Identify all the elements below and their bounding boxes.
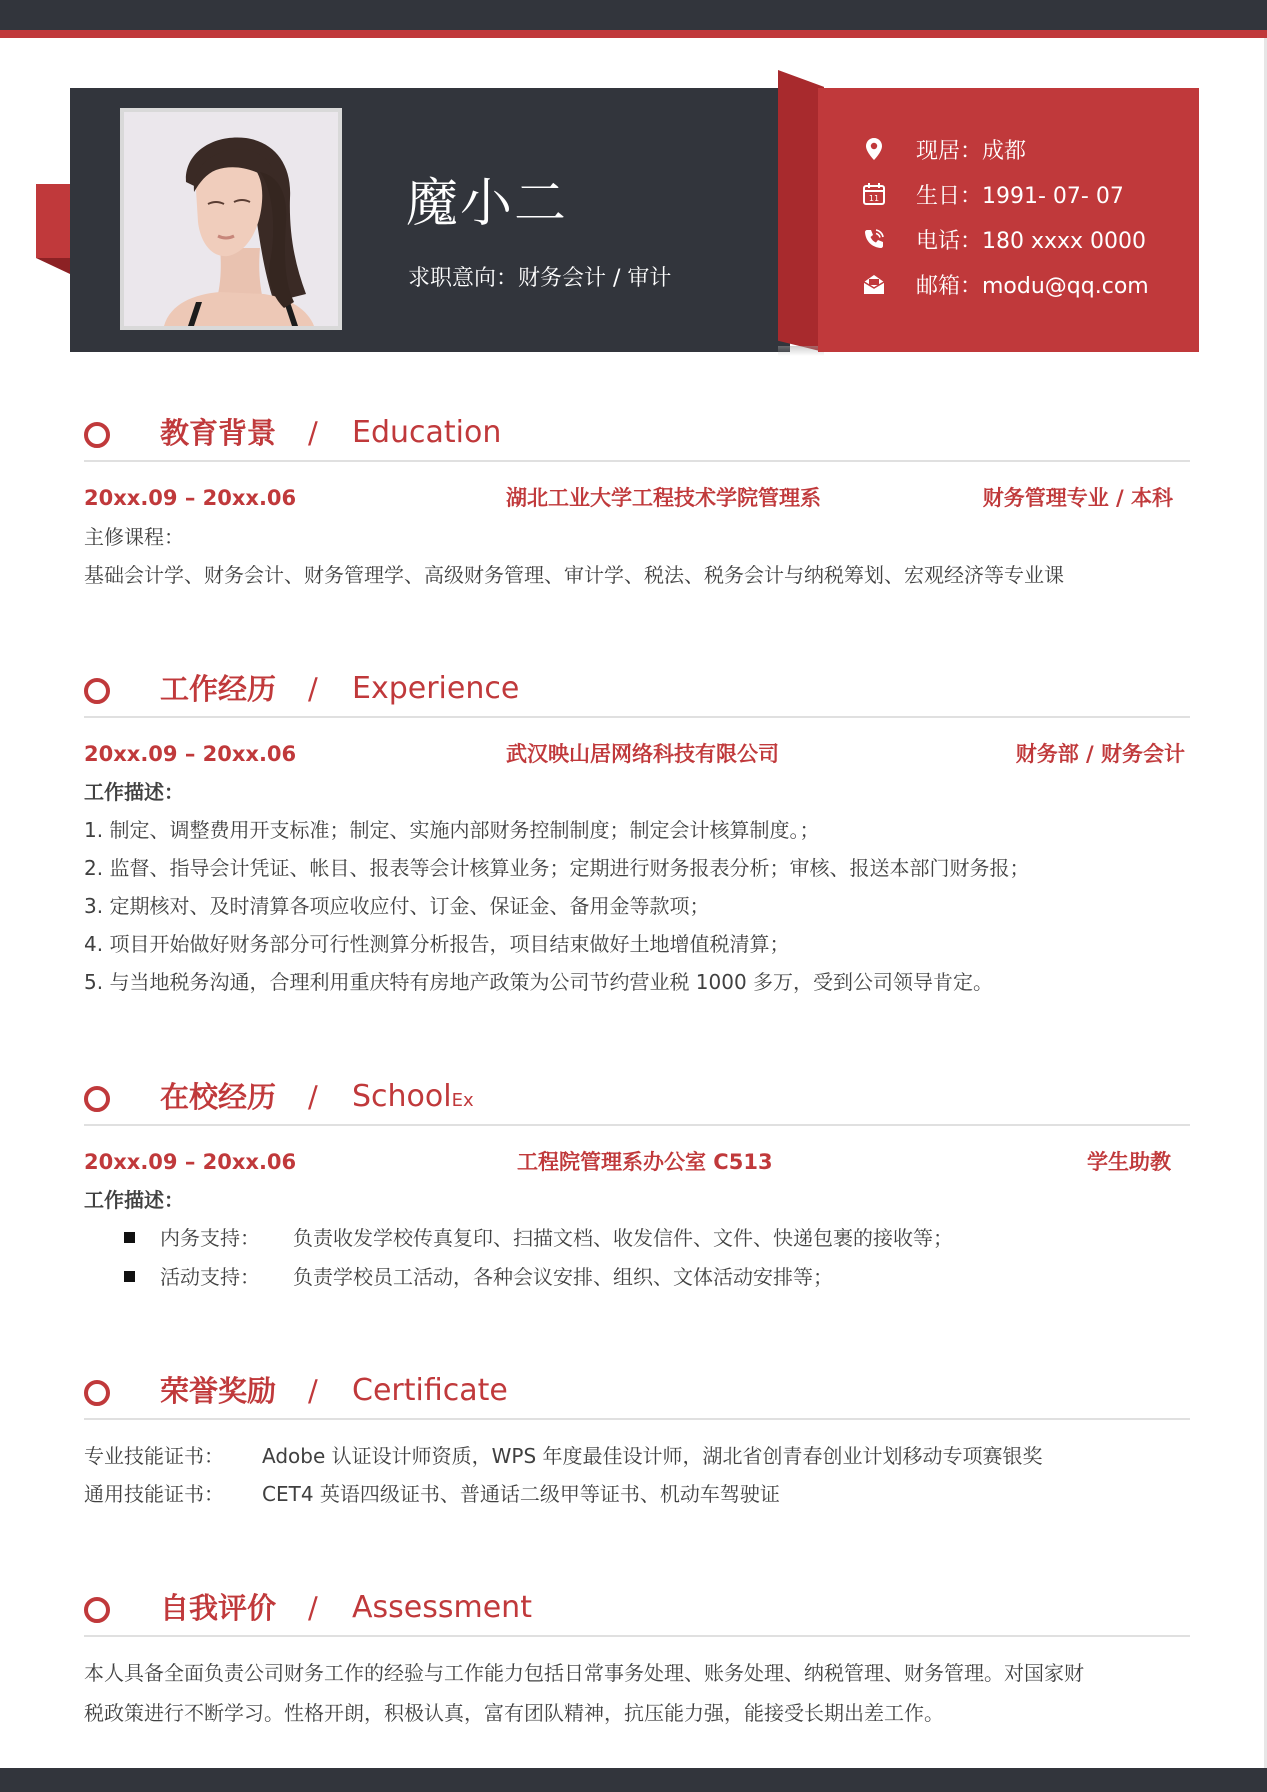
section-title-cn: 在校经历	[160, 1080, 277, 1114]
job-target: 求职意向：财务会计 / 审计	[408, 266, 672, 291]
education-period: 20xx.09 – 20xx.06	[84, 486, 297, 510]
school-period: 20xx.09 – 20xx.06	[84, 1150, 297, 1174]
contact-phone	[862, 224, 1146, 254]
school-role: 学生助教	[1087, 1150, 1171, 1174]
portrait-image	[124, 112, 338, 326]
svg-text:11: 11	[868, 194, 880, 203]
school-place: 工程院管理系办公室 C513	[517, 1150, 773, 1174]
section-header-certificate	[84, 1372, 1190, 1418]
section-title-slash: /	[308, 1591, 318, 1625]
section-divider	[84, 460, 1190, 462]
section-title-en: Assessment	[352, 1590, 532, 1625]
experience-company: 武汉映山居网络科技有限公司	[506, 742, 779, 766]
circle-icon	[84, 1597, 110, 1623]
section-title-en-sub: Ex	[451, 1090, 474, 1111]
school-item-label: 内务支持：	[160, 1226, 260, 1250]
assessment-line: 本人具备全面负责公司财务工作的经验与工作能力包括日常事务处理、账务处理、纳税管理、财务管理。对国家财	[84, 1661, 1084, 1685]
contact-birthday-text: 生日：1991- 07- 07	[916, 183, 1124, 209]
section-title-slash: /	[308, 1080, 318, 1114]
school-item-text: 负责收发学校传真复印、扫描文档、收发信件、文件、快递包裹的接收等；	[293, 1226, 953, 1250]
top-border	[0, 0, 1267, 30]
section-header-school	[84, 1078, 1190, 1124]
section-title-en: Experience	[352, 671, 520, 706]
education-major: 财务管理专业 / 本科	[982, 486, 1173, 510]
circle-icon	[84, 422, 110, 448]
school-item-label: 活动支持：	[160, 1265, 260, 1289]
mail-icon	[862, 272, 886, 296]
assessment-line: 税政策进行不断学习。性格开朗，积极认真，富有团队精神，抗压能力强，能接受长期出差工作。	[84, 1701, 944, 1725]
section-title-en-main: School	[352, 1079, 452, 1114]
section-title-slash: /	[308, 416, 318, 450]
header-ribbon-fold	[36, 258, 70, 274]
circle-icon	[84, 1380, 110, 1406]
bullet-square-icon	[124, 1271, 135, 1282]
section-title-slash: /	[308, 1374, 318, 1408]
section-divider	[84, 716, 1190, 718]
candidate-name: 魔小二	[406, 174, 569, 234]
experience-item: 3. 定期核对、及时清算各项应收应付、订金、保证金、备用金等款项；	[84, 894, 710, 918]
certificate-text: CET4 英语四级证书、普通话二级甲等证书、机动车驾驶证	[262, 1482, 780, 1506]
contact-location	[862, 134, 1026, 164]
experience-role: 财务部 / 财务会计	[1015, 742, 1185, 766]
courses-text: 基础会计学、财务会计、财务管理学、高级财务管理、审计学、税法、税务会计与纳税筹划、宏观经济等专业课	[84, 563, 1064, 587]
section-header-experience	[84, 670, 1190, 716]
experience-item: 1. 制定、调整费用开支标准；制定、实施内部财务控制制度；制定会计核算制度。；	[84, 818, 820, 842]
section-title-cn: 荣誉奖励	[160, 1374, 277, 1408]
calendar-icon	[862, 182, 886, 206]
section-title-en: Education	[352, 415, 502, 450]
contact-phone-text: 电话：180 xxxx 0000	[916, 228, 1147, 254]
certificate-label: 专业技能证书：	[84, 1444, 224, 1468]
circle-icon	[84, 678, 110, 704]
circle-icon	[84, 1086, 110, 1112]
contact-birthday	[862, 179, 1124, 209]
section-title-en: Certificate	[352, 1373, 508, 1408]
section-divider	[84, 1418, 1190, 1420]
contact-email	[862, 269, 1149, 299]
section-header-assessment	[84, 1589, 1190, 1635]
courses-label: 主修课程：	[84, 525, 184, 549]
section-title-cn: 自我评价	[160, 1591, 277, 1625]
education-school: 湖北工业大学工程技术学院管理系	[506, 486, 821, 510]
section-title-slash: /	[308, 672, 318, 706]
section-divider	[84, 1124, 1190, 1126]
section-header-education	[84, 414, 1190, 460]
experience-desc-label: 工作描述：	[84, 780, 184, 804]
experience-period: 20xx.09 – 20xx.06	[84, 742, 297, 766]
certificate-label: 通用技能证书：	[84, 1482, 224, 1506]
section-title-cn: 工作经历	[160, 672, 277, 706]
bullet-square-icon	[124, 1232, 135, 1243]
profile-photo	[120, 108, 342, 330]
school-desc-label: 工作描述：	[84, 1188, 184, 1212]
school-item-text: 负责学校员工活动，各种会议安排、组织、文体活动安排等；	[293, 1265, 833, 1289]
section-title-en	[352, 1078, 474, 1120]
contact-email-text: 邮箱：modu@qq.com	[916, 273, 1149, 299]
certificate-text: Adobe 认证设计师资质，WPS 年度最佳设计师，湖北省创青春创业计划移动专项赛银奖	[262, 1444, 1043, 1468]
experience-item: 5. 与当地税务沟通，合理利用重庆特有房地产政策为公司节约营业税 1000 多万，受到公司领导肯定。	[84, 970, 994, 994]
section-divider	[84, 1635, 1190, 1637]
top-accent-stripe	[0, 30, 1267, 38]
bottom-border	[0, 1768, 1267, 1792]
contact-panel	[818, 88, 1199, 352]
contact-location-text: 现居：成都	[916, 138, 1027, 164]
experience-item: 2. 监督、指导会计凭证、帐目、报表等会计核算业务；定期进行财务报表分析；审核、报送本部门财务报；	[84, 856, 1030, 880]
section-title-cn: 教育背景	[160, 416, 277, 450]
location-pin-icon	[862, 137, 886, 161]
phone-icon	[862, 227, 886, 251]
experience-item: 4. 项目开始做好财务部分可行性测算分析报告，项目结束做好土地增值税清算；	[84, 932, 790, 956]
